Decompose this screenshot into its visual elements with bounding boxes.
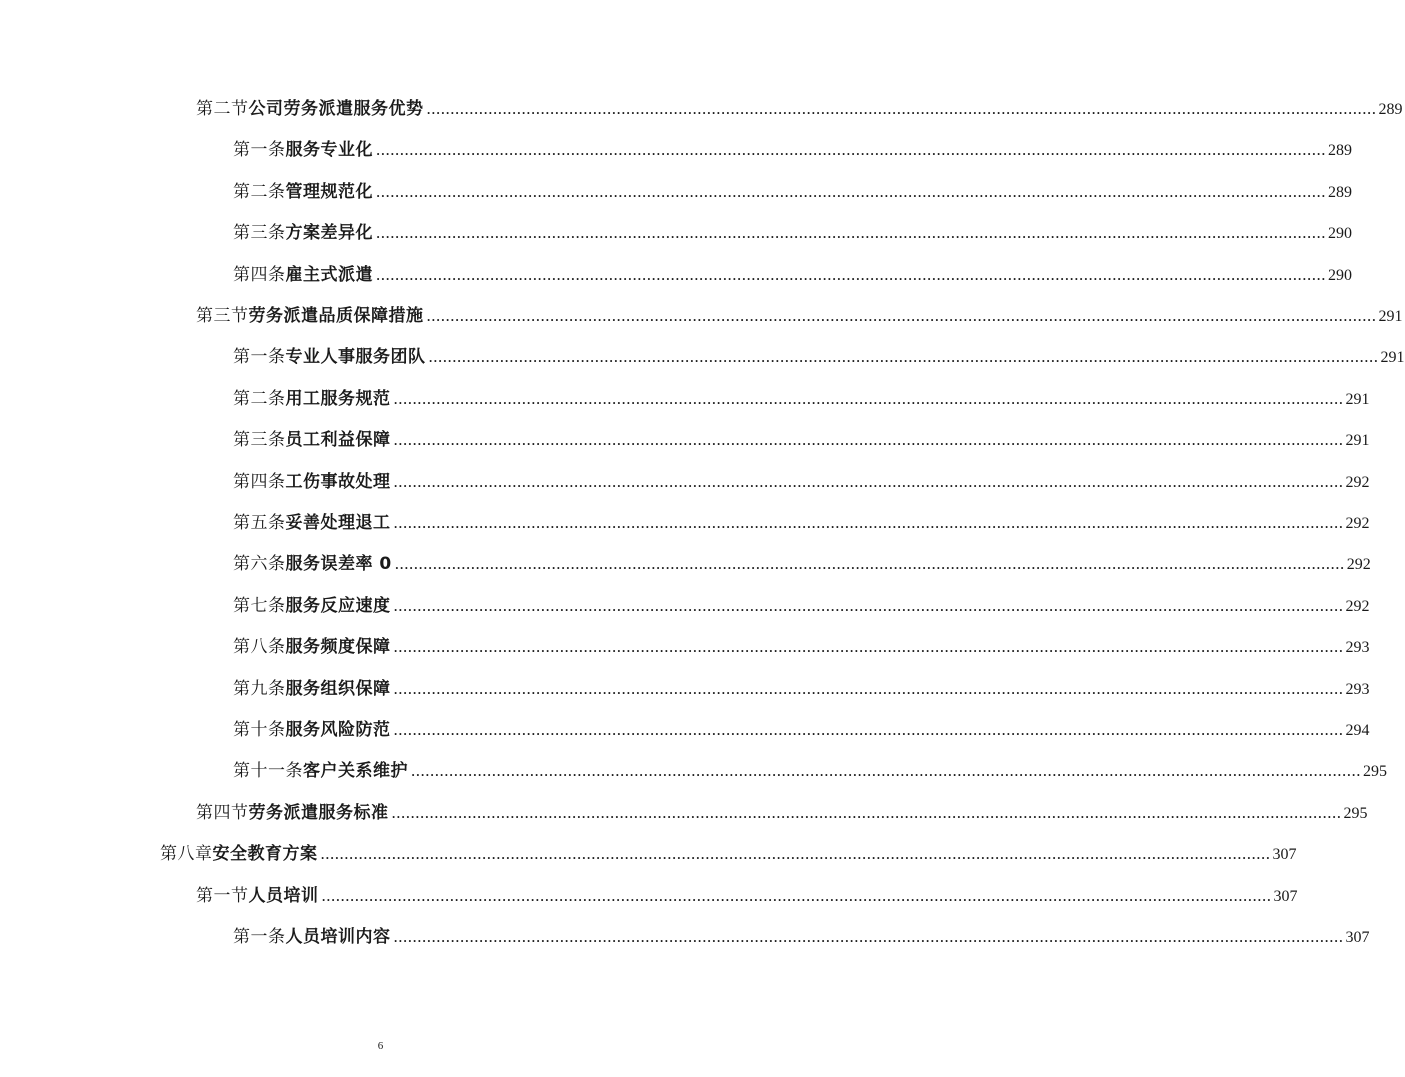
toc-entry[interactable] bbox=[233, 715, 1370, 745]
toc-entry-label: 第十一条 bbox=[233, 761, 303, 781]
toc-entry-label: 第二条 bbox=[233, 389, 286, 409]
toc-entry-title: 服务专业化 bbox=[285, 140, 373, 160]
toc-entry-title: 专业人事服务团队 bbox=[285, 347, 426, 367]
toc-entry-page: 289 bbox=[1328, 184, 1352, 201]
toc-entry[interactable] bbox=[196, 881, 1298, 911]
toc-entry[interactable] bbox=[233, 591, 1370, 621]
toc-entry-label: 第一节 bbox=[196, 886, 249, 906]
toc-entry-title: 人员培训 bbox=[248, 886, 319, 906]
toc-entry-page: 291 bbox=[1345, 391, 1370, 408]
toc-leader-dots: ........................................................................................................................................................................................................ bbox=[393, 927, 1344, 946]
toc-leader-dots: ........................................................................................................................................................................................................ bbox=[426, 306, 1377, 325]
toc-entry-label: 第五条 bbox=[233, 513, 286, 533]
toc-entry-title: 服务组织保障 bbox=[285, 679, 391, 699]
toc-entry-title: 方案差异化 bbox=[285, 223, 373, 243]
toc-entry[interactable] bbox=[196, 798, 1368, 828]
toc-entry-label: 第八条 bbox=[233, 637, 286, 657]
toc-entry-label: 第四条 bbox=[233, 265, 286, 285]
toc-entry[interactable] bbox=[233, 467, 1370, 497]
toc-entry-label: 第三条 bbox=[233, 430, 286, 450]
toc-entry-page: 307 bbox=[1345, 929, 1370, 946]
toc-entry-page: 291 bbox=[1378, 308, 1403, 325]
toc-entry-page: 292 bbox=[1345, 515, 1370, 532]
toc-entry[interactable] bbox=[196, 301, 1403, 331]
toc-leader-dots: ........................................................................................................................................................................................................ bbox=[394, 554, 1345, 573]
toc-entry[interactable] bbox=[233, 549, 1371, 579]
page-number: 6 bbox=[377, 1040, 384, 1052]
toc-entry[interactable] bbox=[233, 922, 1370, 952]
toc-entry-title: 用工服务规范 bbox=[285, 389, 391, 409]
toc-entry-label: 第九条 bbox=[233, 679, 286, 699]
toc-entry[interactable] bbox=[233, 177, 1352, 207]
toc-entry-title: 工伤事故处理 bbox=[285, 472, 391, 492]
toc-entry-page: 295 bbox=[1343, 805, 1368, 822]
toc-entry-title: 安全教育方案 bbox=[212, 844, 318, 864]
toc-entry-label: 第八章 bbox=[160, 844, 213, 864]
toc-entry-label: 第二节 bbox=[196, 99, 249, 119]
toc-entry-page: 292 bbox=[1345, 474, 1370, 491]
toc-entry-page: 295 bbox=[1363, 763, 1387, 780]
toc-entry[interactable] bbox=[233, 218, 1352, 248]
toc-leader-dots: ........................................................................................................................................................................................................ bbox=[320, 844, 1271, 863]
toc-entry-page: 307 bbox=[1272, 846, 1297, 863]
toc-entry-title: 人员培训内容 bbox=[285, 927, 391, 947]
toc-entry-title: 服务反应速度 bbox=[285, 596, 391, 616]
toc-entry-title: 公司劳务派遣服务优势 bbox=[248, 99, 424, 119]
toc-leader-dots: ........................................................................................................................................................................................................ bbox=[321, 886, 1272, 905]
toc-leader-dots: ........................................................................................................................................................................................................ bbox=[411, 761, 1361, 780]
toc-leader-dots: ........................................................................................................................................................................................................ bbox=[391, 803, 1342, 822]
toc-entry-page: 294 bbox=[1345, 722, 1370, 739]
toc-entry[interactable] bbox=[233, 425, 1370, 455]
toc-entry-page: 290 bbox=[1328, 267, 1352, 284]
toc-leader-dots: ........................................................................................................................................................................................................ bbox=[376, 182, 1326, 201]
toc-leader-dots: ........................................................................................................................................................................................................ bbox=[393, 389, 1344, 408]
toc-entry-title: 妥善处理退工 bbox=[285, 513, 391, 533]
toc-entry-title: 劳务派遣服务标准 bbox=[248, 803, 389, 823]
toc-entry-label: 第一条 bbox=[233, 927, 286, 947]
toc-entry-label: 第一条 bbox=[233, 347, 286, 367]
toc-entry-label: 第六条 bbox=[233, 554, 286, 574]
toc-entry[interactable] bbox=[233, 632, 1370, 662]
toc-entry-title: 雇主式派遣 bbox=[285, 265, 373, 285]
toc-leader-dots: ........................................................................................................................................................................................................ bbox=[393, 513, 1344, 532]
toc-entry-page: 292 bbox=[1346, 556, 1371, 573]
toc-entry-page: 291 bbox=[1345, 432, 1370, 449]
toc-entry-title: 客户关系维护 bbox=[303, 761, 408, 781]
toc-entry[interactable] bbox=[233, 260, 1352, 290]
toc-entry[interactable] bbox=[233, 135, 1352, 165]
toc-entry-label: 第一条 bbox=[233, 140, 286, 160]
toc-leader-dots: ........................................................................................................................................................................................................ bbox=[376, 223, 1326, 242]
toc-entry-page: 289 bbox=[1378, 101, 1403, 118]
toc-leader-dots: ........................................................................................................................................................................................................ bbox=[426, 99, 1377, 118]
toc-leader-dots: ........................................................................................................................................................................................................ bbox=[393, 720, 1344, 739]
toc-entry-title: 服务频度保障 bbox=[285, 637, 391, 657]
toc-entry-page: 290 bbox=[1328, 225, 1352, 242]
toc-entry[interactable] bbox=[196, 94, 1403, 124]
toc-entry-label: 第三节 bbox=[196, 306, 249, 326]
toc-leader-dots: ........................................................................................................................................................................................................ bbox=[376, 265, 1326, 284]
toc-entry-title: 员工利益保障 bbox=[285, 430, 391, 450]
toc-leader-dots: ........................................................................................................................................................................................................ bbox=[393, 637, 1344, 656]
toc-entry-page: 291 bbox=[1380, 349, 1405, 366]
toc-entry-page: 292 bbox=[1345, 598, 1370, 615]
toc-entry-page: 293 bbox=[1345, 681, 1370, 698]
toc-entry-title: 劳务派遣品质保障措施 bbox=[248, 306, 424, 326]
toc-leader-dots: ........................................................................................................................................................................................................ bbox=[376, 140, 1326, 159]
toc-leader-dots: ........................................................................................................................................................................................................ bbox=[428, 347, 1379, 366]
toc-leader-dots: ........................................................................................................................................................................................................ bbox=[393, 472, 1344, 491]
toc-leader-dots: ........................................................................................................................................................................................................ bbox=[393, 430, 1344, 449]
toc-entry-title: 管理规范化 bbox=[285, 182, 373, 202]
toc-entry-title: 服务风险防范 bbox=[285, 720, 391, 740]
toc-entry[interactable] bbox=[160, 839, 1297, 869]
toc-entry-label: 第十条 bbox=[233, 720, 286, 740]
toc-entry[interactable] bbox=[233, 756, 1387, 786]
toc-entry-page: 289 bbox=[1328, 142, 1352, 159]
toc-entry[interactable] bbox=[233, 342, 1405, 372]
toc-entry[interactable] bbox=[233, 508, 1370, 538]
toc-leader-dots: ........................................................................................................................................................................................................ bbox=[393, 679, 1344, 698]
toc-leader-dots: ........................................................................................................................................................................................................ bbox=[393, 596, 1344, 615]
toc-entry-page: 307 bbox=[1273, 888, 1298, 905]
toc-entry[interactable] bbox=[233, 674, 1370, 704]
toc-entry-page: 293 bbox=[1345, 639, 1370, 656]
toc-entry-label: 第四节 bbox=[196, 803, 249, 823]
toc-entry-label: 第七条 bbox=[233, 596, 286, 616]
toc-entry-label: 第四条 bbox=[233, 472, 286, 492]
toc-entry-label: 第二条 bbox=[233, 182, 286, 202]
toc-entry-title: 服务误差率 0 bbox=[285, 554, 392, 574]
toc-entry-label: 第三条 bbox=[233, 223, 286, 243]
toc-entry[interactable] bbox=[233, 384, 1370, 414]
